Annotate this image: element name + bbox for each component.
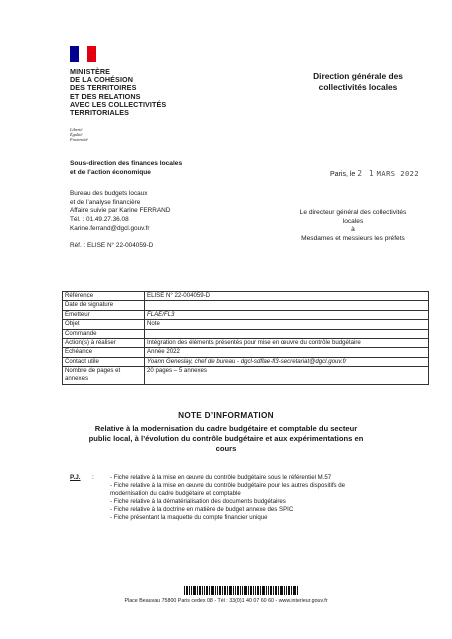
flag-white-band <box>79 46 88 62</box>
table-value: Note <box>145 320 429 329</box>
table-value <box>145 301 429 310</box>
table-row <box>63 367 429 384</box>
table-label: Echéance <box>63 348 145 357</box>
attachments-label: P.J. <box>70 474 81 481</box>
table-label: Action(s) à réaliser <box>63 338 145 347</box>
note-title: NOTE D’INFORMATION <box>178 411 274 420</box>
list-item: - Fiche relative à la mise en œuvre du contrôle budgétaire pour les autres dispositifs de modernisation du cadre budgétaire et comptable <box>110 481 346 497</box>
list-item: - Fiche relative à la doctrine en matière de budget annexe des SPIC <box>110 505 294 513</box>
table-label: Nombre de pages et annexes <box>63 367 145 384</box>
table-value: ELISE N° 22-004059-D <box>145 292 429 301</box>
reference-table <box>62 291 429 385</box>
table-label: Objet <box>63 320 145 329</box>
table-row <box>63 357 429 366</box>
direction-title: Direction générale des collectivités locales <box>313 71 403 92</box>
ministry-name: MINISTÈRE DE LA COHÉSION DES TERRITOIRES ET DES RELATIONS AVEC LES COLLECTIVITÉS TERRITORIALES <box>70 67 167 118</box>
table-value: Yoann Geneslay, chef de bureau - dgcl-sdflae-fl3-secretariat@dgcl.gouv.fr <box>145 357 429 366</box>
table-label: Date de signature <box>63 301 145 310</box>
table-label: Emetteur <box>63 310 145 319</box>
table-value <box>145 329 429 338</box>
table-row <box>63 301 429 310</box>
date-prefix: Paris, le <box>330 171 356 178</box>
flag-red-band <box>87 46 96 62</box>
table-value: Année 2022 <box>145 348 429 357</box>
table-row <box>63 329 429 338</box>
republic-motto: Liberté Égalité Fraternité <box>70 127 88 142</box>
date-day-handwritten: 2 1 <box>357 169 375 178</box>
footer-address: Place Beauvau 75800 Paris cedex 08 - Tél : 33(0)1 40 07 60 60 - www.interieur.gouv.fr <box>124 598 328 604</box>
subdirection-name: Sous-direction des finances locales et de l’action économique <box>70 160 183 176</box>
table-row <box>63 292 429 301</box>
table-label: Référence <box>63 292 145 301</box>
attachments-list <box>110 474 375 521</box>
flag-blue-band <box>70 46 79 62</box>
reference-line: Réf. : ELISE N° 22-004059-D <box>70 242 154 249</box>
table-row <box>63 320 429 329</box>
date-line <box>330 169 419 178</box>
table-value: FLAE/FL3 <box>145 310 429 319</box>
table-label: Commande <box>63 329 145 338</box>
list-item: - Fiche présentant la maquette du compte financier unique <box>110 513 268 521</box>
table-row <box>63 310 429 319</box>
note-subject: Relative à la modernisation du cadre budgétaire et comptable du secteur public local, à l’évolution du contrôle budgétaire et aux expérimentations en cours <box>88 424 364 453</box>
bureau-contact-block: Bureau des budgets locaux et de l’analyse financière Affaire suivie par Karine FERRAND Tél. : 01.49.27.36.08 Karine.ferrand@dgcl.gouv.fr <box>70 190 171 232</box>
table-value: 20 pages – 5 annexes <box>145 367 429 384</box>
table-value: Intégration des éléments présentés pour mise en œuvre du contrôle budgétaire <box>145 338 429 347</box>
barcode-icon <box>184 586 299 595</box>
marianne-flag-logo <box>70 46 96 62</box>
table-row <box>63 348 429 357</box>
recipients-block: Le directeur général des collectivités locales à Mesdames et messieurs les préfets <box>299 209 407 243</box>
table-label: Contact utile <box>63 357 145 366</box>
table-row <box>63 338 429 347</box>
list-item: - Fiche relative à la mise en œuvre du contrôle budgétaire sous le référentiel M.57 <box>110 474 332 481</box>
list-item: - Fiche relative à la dématérialisation des documents budgétaires <box>110 497 286 505</box>
date-stamp: MARS 2022 <box>376 170 420 178</box>
attachments-colon: : <box>92 474 94 481</box>
